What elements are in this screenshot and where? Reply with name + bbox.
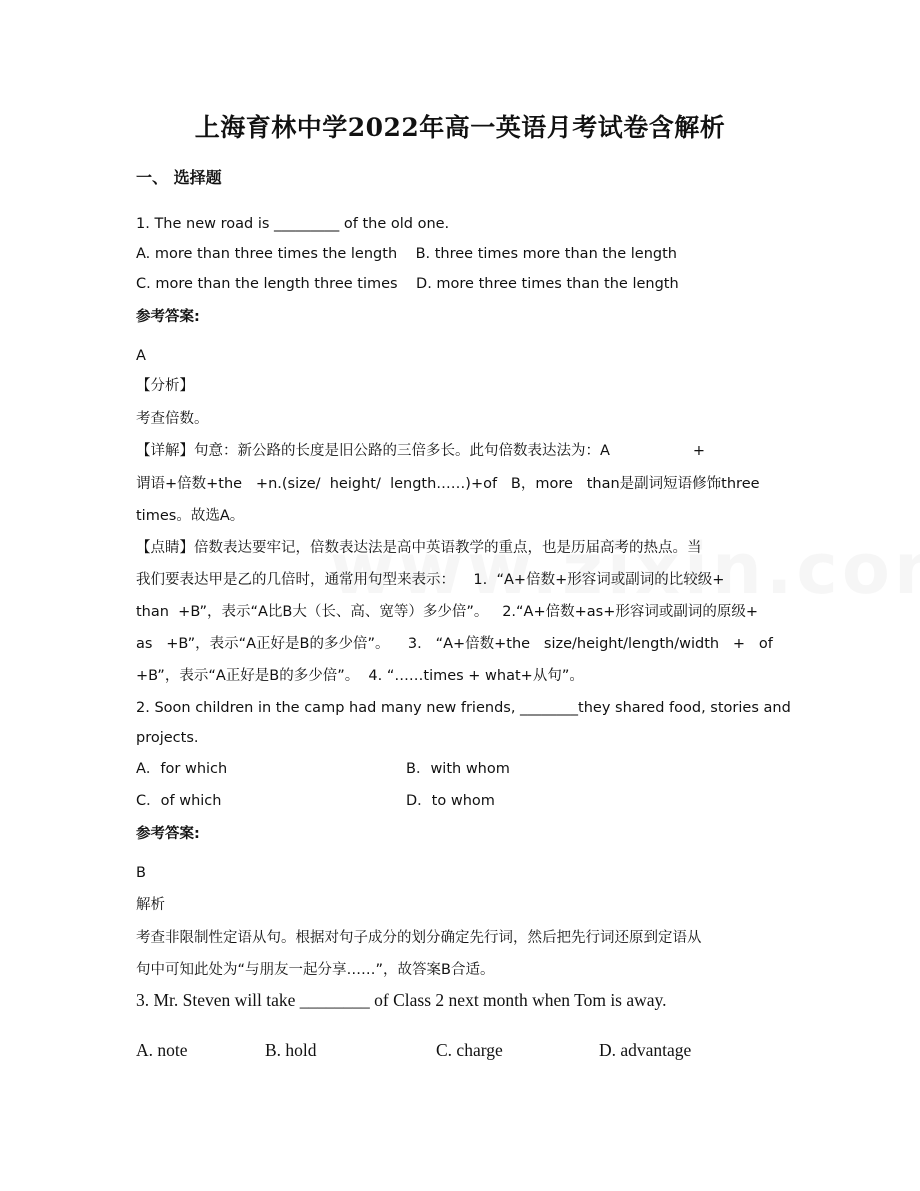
q2-option-d: D．to whom bbox=[406, 793, 495, 809]
q1-tip-line3: than +B”，表示“A比B大（长、高、宽等）多少倍”。 2.“A+倍数+as+形容词或副词的原级+ bbox=[136, 604, 759, 620]
q2-option-a: A．for which bbox=[136, 761, 228, 777]
q1-stem: 1. The new road is _________ of the old one. bbox=[136, 216, 450, 232]
q3-option-a: A. note bbox=[136, 1040, 188, 1060]
q1-detail-line1: 【详解】句意：新公路的长度是旧公路的三倍多长。此句倍数表达法为：A + bbox=[136, 443, 706, 459]
q2-analysis-line1: 考查非限制性定语从句。根据对句子成分的划分确定先行词，然后把先行词还原到定语从 bbox=[136, 930, 702, 946]
q2-analysis-line2: 句中可知此处为“与朋友一起分享……”，故答案B合适。 bbox=[136, 962, 495, 978]
q2-option-c: C．of which bbox=[136, 793, 222, 809]
q3-stem: 3. Mr. Steven will take ________ of Class 2 next month when Tom is away. bbox=[136, 990, 667, 1010]
q2-stem-line1: 2. Soon children in the camp had many new friends, ________they shared food, stories and bbox=[136, 700, 791, 716]
section-heading: 一、 选择题 bbox=[136, 168, 222, 187]
q2-answer-label: 参考答案: bbox=[136, 826, 200, 842]
q1-options-row2 bbox=[136, 274, 679, 294]
q2-option-b: B．with whom bbox=[406, 761, 510, 777]
q1-answer: A bbox=[136, 348, 146, 364]
q1-analysis: 考查倍数。 bbox=[136, 411, 209, 427]
q3-option-c: C. charge bbox=[436, 1040, 503, 1060]
document-title: 上海育林中学2022年高一英语月考试卷含解析 bbox=[194, 113, 726, 142]
q1-options-row1 bbox=[136, 244, 677, 264]
q1-answer-label: 参考答案: bbox=[136, 309, 200, 325]
q1-option-d: D. more three times than the length bbox=[416, 276, 679, 292]
q3-option-b: B. hold bbox=[265, 1040, 317, 1060]
q2-answer: B bbox=[136, 865, 146, 881]
q2-stem-line2: projects. bbox=[136, 730, 199, 746]
q1-analysis-label: 【分析】 bbox=[136, 378, 194, 394]
q3-option-d: D. advantage bbox=[599, 1040, 692, 1060]
q1-option-b: B. three times more than the length bbox=[415, 246, 677, 262]
q1-option-a: A. more than three times the length bbox=[136, 246, 398, 262]
q1-detail-line3: times。故选A。 bbox=[136, 508, 245, 524]
q1-detail-line2: 谓语+倍数+the +n.(size/ height/ length……)+of B，more than是副词短语修饰three bbox=[136, 476, 760, 492]
q1-option-c: C. more than the length three times bbox=[136, 276, 398, 292]
q1-tip-line2: 我们要表达甲是乙的几倍时，通常用句型来表示： 1. “A+倍数+形容词或副词的比较级+ bbox=[136, 572, 725, 588]
q1-tip-line4: as +B”，表示“A正好是B的多少倍”。 3. “A+倍数+the size/height/length/width + of bbox=[136, 636, 773, 652]
q1-tip-line1: 【点睛】倍数表达要牢记，倍数表达法是高中英语教学的重点，也是历届高考的热点。当 bbox=[136, 540, 702, 556]
q2-analysis-label: 解析 bbox=[136, 897, 165, 913]
q1-tip-line5: +B”，表示“A正好是B的多少倍”。 4. “……times + what+从句”。 bbox=[136, 668, 584, 684]
